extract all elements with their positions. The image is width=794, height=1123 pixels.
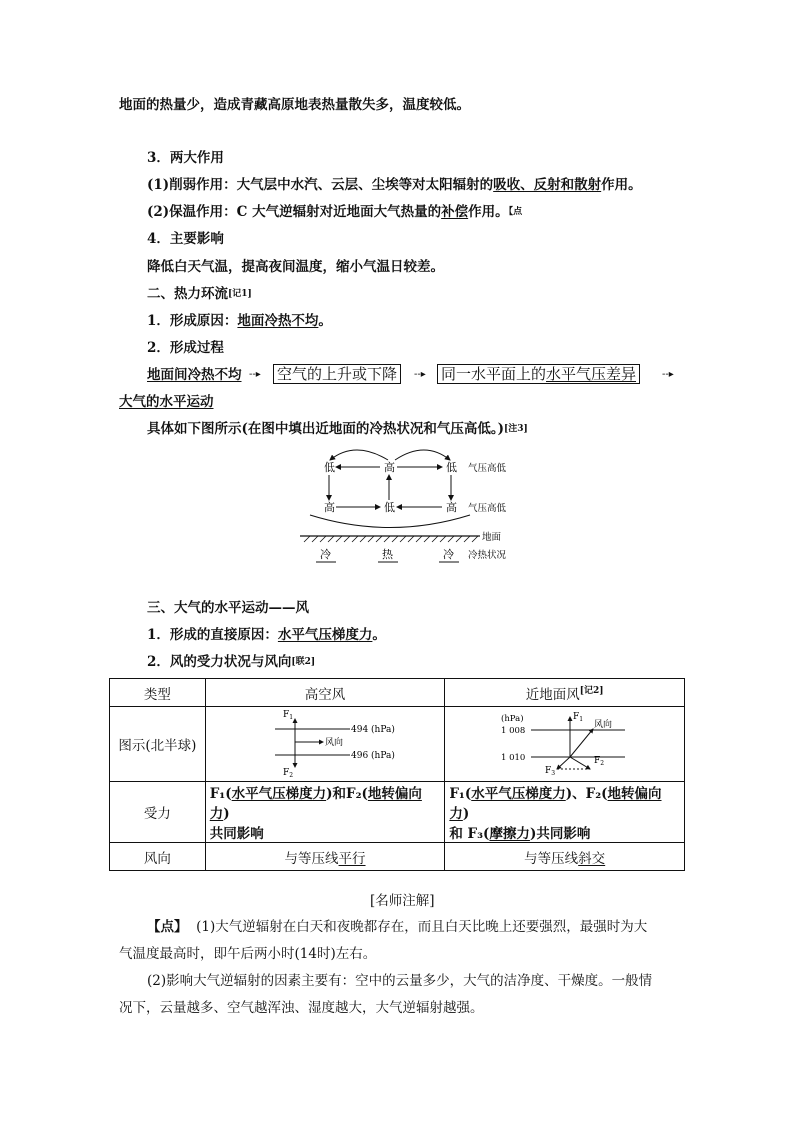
- dash-arrow-icon: --▸: [662, 369, 674, 380]
- text-span: )、F₂(: [565, 786, 608, 802]
- bottom-mid-pressure: 低: [384, 501, 395, 514]
- underlined-answer: 水平气压差异: [546, 365, 637, 383]
- bottom-right-pressure: 高: [446, 501, 457, 514]
- text-span: 具体如下图所示(在图中填出近地面的冷热状况和气压高低。): [147, 421, 505, 437]
- text-span: (2)保温作用：C 大气逆辐射对近地面大气热量的: [147, 204, 442, 220]
- notes-p1-line1: [147, 918, 647, 936]
- wind-direction-arrow: [570, 729, 593, 757]
- underlined-answer: 地面冷热不均: [237, 313, 319, 329]
- text-span: 1．形成原因：: [147, 313, 238, 329]
- airflow-arrow: [395, 450, 450, 460]
- surface-wind-diagram: [495, 707, 635, 777]
- underlined-answer: 水平气压梯度力: [471, 786, 566, 802]
- note-tag: [注3]: [504, 424, 528, 434]
- text-line: [449, 822, 680, 842]
- section-3b-item-2: [147, 653, 315, 671]
- surface-wind-diagram-cell: [445, 707, 685, 782]
- high-wind-direction: [205, 843, 445, 871]
- text-span: 作用。: [468, 204, 509, 220]
- paragraph-top: 地面的热量少，造成青藏高原地表热量散失多，温度较低。: [119, 97, 470, 113]
- pressure-496: 496 (hPa): [351, 751, 395, 761]
- pressure-494: 494 (hPa): [351, 725, 395, 735]
- section-2-item-1: [147, 312, 332, 330]
- text-span: F₁(: [449, 786, 472, 802]
- label-ground: 地面: [482, 532, 502, 543]
- underlined-answer: 水平气压梯度力: [231, 786, 327, 802]
- flow-step-3: [437, 364, 640, 384]
- high-wind-diagram: [255, 707, 395, 777]
- surface-wind-forces: [445, 782, 685, 843]
- text-span: 作用。: [601, 177, 642, 193]
- text-span: ): [462, 806, 470, 822]
- unit-label: (hPa): [500, 714, 524, 724]
- text-span: (1)大气逆辐射在白天和夜晚都存在，而且白天比晚上还要强烈，最强时为大: [196, 919, 648, 935]
- row-label-force: 受力: [110, 782, 206, 843]
- top-mid-pressure: 高: [384, 461, 395, 474]
- note-tag: [记1]: [228, 289, 252, 299]
- table-row: [110, 679, 685, 707]
- text-line: [210, 782, 441, 822]
- airflow-arc: [310, 515, 470, 528]
- section-3b-heading: 三、大气的水平运动——风: [147, 600, 309, 616]
- high-wind-forces: [205, 782, 445, 843]
- header-high-wind: 高空风: [205, 679, 445, 707]
- note-tag: 【点: [508, 207, 523, 217]
- text-span: 同一水平面上的: [441, 365, 547, 383]
- text-span: 与等压线: [524, 850, 579, 867]
- label-pressure-bottom: 气压高低: [468, 503, 507, 514]
- section-3b-item-1: [147, 626, 386, 644]
- label-ground-temp: 冷热状况: [468, 550, 507, 561]
- section-3-heading: 3．两大作用: [147, 150, 224, 166]
- dash-arrow-icon: --▸: [249, 369, 261, 380]
- wind-label: 风向: [593, 720, 612, 730]
- text-span: )共同影响: [529, 826, 591, 842]
- bottom-left-pressure: 高: [324, 501, 335, 514]
- pressure-1010: 1 010: [500, 753, 526, 763]
- dash-arrow-icon: --▸: [414, 369, 426, 380]
- text-span: 二、热力环流: [147, 286, 228, 302]
- text-span: 。: [318, 313, 332, 329]
- text-span: 2．风的受力状况与风向: [147, 654, 292, 670]
- underlined-answer: 地转偏向力: [209, 786, 422, 822]
- ground-hatching: [304, 536, 478, 542]
- flow-step-1: 地面间冷热不均: [147, 367, 242, 383]
- notes-p2-line1: (2)影响大气逆辐射的因素主要有：空中的云量多少，大气的洁净度、干燥度。一般情: [147, 973, 653, 989]
- text-span: 。: [372, 627, 386, 643]
- note-tag: 【点】: [147, 919, 188, 935]
- surface-wind-direction: [445, 843, 685, 871]
- flow-step-4: 大气的水平运动: [119, 394, 214, 410]
- wind-force-table: [109, 678, 685, 871]
- note-tag: [联2]: [291, 657, 316, 667]
- text-span: (1)削弱作用：大气层中水汽、云层、尘埃等对太阳辐射的: [147, 177, 494, 193]
- pressure-1008: 1 008: [500, 726, 526, 736]
- header-type: 类型: [110, 679, 206, 707]
- underlined-answer: 地转偏向力: [449, 786, 662, 822]
- underlined-answer: 摩擦力: [489, 826, 530, 842]
- notes-p2-line2: 况下，云量越多、空气越浑浊、湿度越大，大气逆辐射越强。: [119, 1000, 484, 1016]
- underlined-answer: 补偿: [441, 204, 469, 220]
- table-row: [110, 843, 685, 871]
- label-pressure-top: 气压高低: [468, 463, 507, 474]
- f3-label: $F_3$: [544, 766, 555, 777]
- underlined-answer: 平行: [338, 850, 366, 867]
- text-span: ): [223, 806, 230, 822]
- diagram-description: [147, 420, 528, 438]
- text-span: 1．形成的直接原因：: [147, 627, 278, 643]
- text-span: )和F₂(: [326, 786, 368, 802]
- notes-heading: [名师注解]: [370, 893, 435, 909]
- text-line: 共同影响: [209, 826, 264, 842]
- text-span: F₁(: [209, 786, 232, 802]
- row-label-diagram: 图示(北半球): [110, 707, 206, 782]
- underlined-answer: 吸收、反射和散射: [493, 177, 602, 193]
- section-3-line-2: [147, 203, 522, 221]
- f2-label: $F_2$: [283, 768, 294, 777]
- note-tag: [记2]: [579, 685, 604, 696]
- top-left-pressure: 低: [324, 461, 335, 474]
- section-2-item-2: 2．形成过程: [147, 340, 224, 356]
- high-wind-diagram-cell: [205, 707, 445, 782]
- section-2-heading: [147, 285, 252, 303]
- f1-label: $F_1$: [572, 712, 583, 723]
- text-line: [449, 782, 680, 822]
- thermal-circulation-diagram: [300, 440, 530, 570]
- ground-cold-left: 冷: [320, 548, 331, 561]
- force-f2-arrow: [570, 757, 590, 769]
- f2-label: $F_2$: [593, 756, 604, 767]
- section-4-heading: 4．主要影响: [147, 231, 224, 247]
- flow-step-2: 空气的上升或下降: [273, 364, 401, 384]
- underlined-answer: 水平气压梯度力: [277, 627, 373, 643]
- section-3-line-1: [147, 176, 642, 194]
- notes-p1-line2: 气温度最高时，即午后两小时(14时)左右。: [119, 946, 377, 962]
- top-right-pressure: 低: [446, 461, 457, 474]
- ground-cold-right: 冷: [443, 548, 454, 561]
- table-row: [110, 782, 685, 843]
- airflow-arrow: [330, 450, 388, 460]
- section-4-text: 降低白天气温，提高夜间温度，缩小气温日较差。: [147, 259, 444, 275]
- f1-label: $F_1$: [283, 710, 294, 721]
- table-row: [110, 707, 685, 782]
- wind-label: 风向: [325, 738, 344, 748]
- text-span: 近地面风: [525, 686, 580, 703]
- text-span: 与等压线: [284, 850, 339, 867]
- force-f3-arrow: [557, 757, 570, 769]
- underlined-answer: 斜交: [578, 850, 606, 867]
- header-surface-wind: [445, 679, 685, 707]
- text-span: 和 F₃(: [449, 826, 490, 842]
- row-label-direction: 风向: [110, 843, 206, 871]
- ground-hot: 热: [382, 548, 393, 561]
